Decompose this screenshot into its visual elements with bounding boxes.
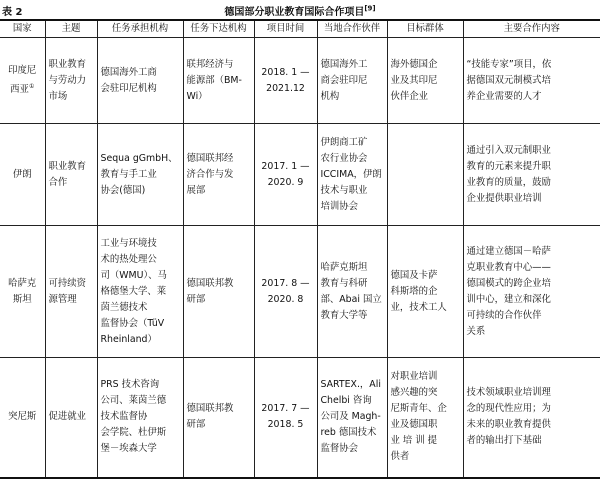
- cell-topic: 促进就业: [45, 358, 97, 478]
- col-header-period: 项目时间: [254, 20, 317, 38]
- cell-issuer: 联邦经济与 能源部（BM- Wi）: [183, 38, 254, 124]
- cell-period: 2017. 1 — 2020. 9: [254, 124, 317, 226]
- cell-topic: 可持续资 源管理: [45, 226, 97, 358]
- cell-period: 2017. 7 — 2018. 5: [254, 358, 317, 478]
- cell-content: 技术领域职业培训理 念的现代性应用；为 未来的职业教育提供 者的输出打下基础: [463, 358, 600, 478]
- cell-partner: 哈萨克斯坦 教育与科研 部、Abai 国立 教育大学等: [317, 226, 387, 358]
- table-label: 表 2: [2, 7, 23, 18]
- header-row: [0, 20, 600, 38]
- col-header-country: 国家: [0, 20, 45, 38]
- table-row: [0, 124, 600, 226]
- cell-undertaker: 工业与环境技 术的热处理公 司（WMU）、马 格德堡大学、莱 茵兰德技术 监督协会（TüV Rheinland）: [97, 226, 183, 358]
- cell-period: 2018. 1 — 2021.12: [254, 38, 317, 124]
- col-header-content: 主要合作内容: [463, 20, 600, 38]
- cell-issuer: 德国联邦教 研部: [183, 358, 254, 478]
- table-row: [0, 38, 600, 124]
- cell-country: 伊朗: [0, 124, 45, 226]
- table-title-text: 德国部分职业教育国际合作项目: [224, 7, 365, 18]
- table-title-ref: [9]: [364, 4, 376, 13]
- country-footnote-mark: ①: [28, 82, 35, 90]
- cell-country: 哈萨克 斯坦: [0, 226, 45, 358]
- cell-issuer: 德国联邦教 研部: [183, 226, 254, 358]
- table-row: [0, 226, 600, 358]
- cell-country: 突尼斯: [0, 358, 45, 478]
- cell-undertaker: Sequa gGmbH、 教育与手工业 协会(德国): [97, 124, 183, 226]
- col-header-partner: 当地合作伙伴: [317, 20, 387, 38]
- cell-period: 2017. 8 — 2020. 8: [254, 226, 317, 358]
- cell-undertaker: 德国海外工商 会驻印尼机构: [97, 38, 183, 124]
- cell-target: 海外德国企 业及其印尼 伙伴企业: [387, 38, 463, 124]
- cell-country: 印度尼 西亚①: [0, 38, 45, 124]
- cell-content: 通过引入双元制职业 教育的元素来提升职 业教育的质量，鼓励 企业提供职业培训: [463, 124, 600, 226]
- cell-content: “技能专家”项目，依 据德国双元制模式培 养企业需要的人才: [463, 38, 600, 124]
- cell-topic: 职业教育 与劳动力 市场: [45, 38, 97, 124]
- col-header-topic: 主题: [45, 20, 97, 38]
- table-row: [0, 358, 600, 478]
- cell-undertaker: PRS 技术咨询 公司、莱茵兰德 技术监督协 会学院、杜伊斯 堡－埃森大学: [97, 358, 183, 478]
- cell-target: 对职业培训 感兴趣的突 尼斯青年、企 业及德国职 业 培 训 提 供者: [387, 358, 463, 478]
- cell-partner: 伊朗商工矿 农行业协会 ICCIMA，伊朗 技术与职业 培训协会: [317, 124, 387, 226]
- table-title: [0, 3, 600, 18]
- col-header-target: 目标群体: [387, 20, 463, 38]
- cell-partner: SARTEX.，Ali Chelbi 咨询 公司及 Magh- reb 德国技术 监督协会: [317, 358, 387, 478]
- cell-topic: 职业教育 合作: [45, 124, 97, 226]
- cell-content: 通过建立德国－哈萨 克职业教育中心—— 德国模式的跨企业培 训中心，建立和深化 可持续的合作伙伴 关系: [463, 226, 600, 358]
- col-header-issuer: 任务下达机构: [183, 20, 254, 38]
- cell-partner: 德国海外工 商会驻印尼 机构: [317, 38, 387, 124]
- cooperation-projects-table: [0, 19, 600, 479]
- cell-target: [387, 124, 463, 226]
- col-header-undertaker: 任务承担机构: [97, 20, 183, 38]
- cell-target: 德国及卡萨 科斯塔的企 业，技术工人: [387, 226, 463, 358]
- table-caption: [0, 0, 600, 18]
- cell-issuer: 德国联邦经 济合作与发 展部: [183, 124, 254, 226]
